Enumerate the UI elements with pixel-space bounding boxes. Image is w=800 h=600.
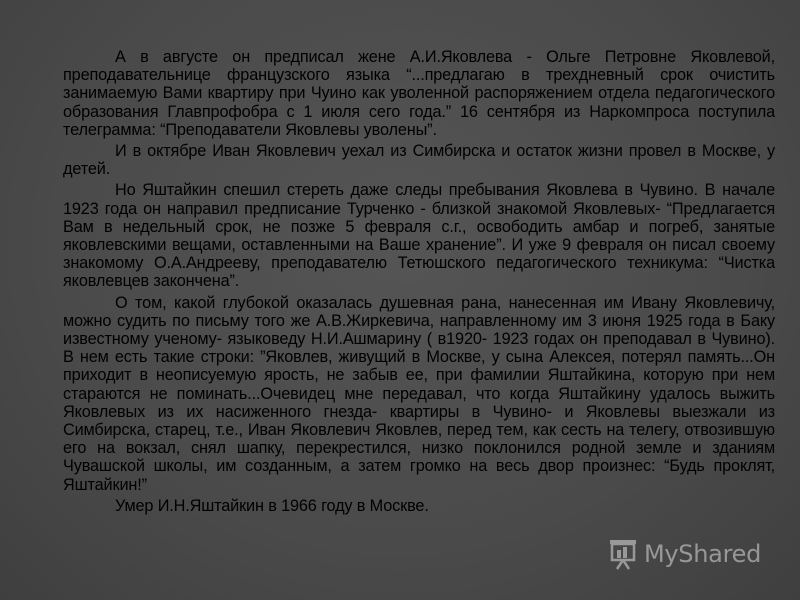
slide-text (63, 48, 775, 518)
paragraph-5: Умер И.Н.Яштайкин в 1966 году в Москве. (115, 496, 429, 515)
watermark-text: MyShared (644, 540, 762, 568)
paragraph-4: О том, какой глубокой оказалась душевная рана, нанесенная им Ивану Яковлевичу, можно судить по письму того же А.В.Жиркевича, направленному им 3 июня 1925 года в Баку известному ученому- языковеду Н.И.Ашмарину ( в1920- 1923 годах он преподавал в Чувино). В нем есть такие строки: ”Яковлев, живущий в Москве, у сына Алексея, потерял память...Он приходит в неописуемую ярость, не забыв ее, при фамилии Яштайкина, которую при нем стараются не поминать...Очевидец мне передавал, что когда Яштайкину удалось выжить Яковлевых из их насиженного гнезда- квартиры в Чувино- и Яковлевы выезжали из Симбирска, старец, т.е., Иван Яковлевич Яковлев, перед тем, как сесть на телегу, отвозившую его на вокзал, снял шапку, перекрестился, низко поклонился родной земле и зданиям Чувашской школы, им созданным, а затем громко на весь двор произнес: “Будь проклят, Яштайкин!” (63, 293, 775, 494)
myshared-watermark (608, 537, 761, 571)
myshared-logo-icon (608, 537, 638, 571)
paragraph-3: Но Яштайкин спешил стереть даже следы пребывания Яковлева в Чувино. В начале 1923 года он направил предписание Турченко - близкой знакомой Яковлевых- “Предлагается Вам в недельный срок, не позже 5 февраля с.г., освободить амбар и погреб, занятые яковлевскими вещами, оставленными на Ваше хранение”. И уже 9 февраля он писал своему знакомому О.А.Андрееву, преподавателю Тетюшского педагогического техникума: “Чистка яковлевцев закончена”. (63, 181, 775, 291)
paragraph-2: И в октябре Иван Яковлевич уехал из Симбирска и остаток жизни провел в Москве, у детей. (63, 142, 775, 179)
paragraph-1: А в августе он предписал жене А.И.Яковлева - Ольге Петровне Яковлевой, преподавательнице французского языка “...предлагаю в трехдневный срок очистить занимаемую Вами квартиру при Чуино как уволенной распоряжением отдела педагогического образования Главпрофобра с 1 июля сего года.” 16 сентября из Наркомпроса поступила телеграмма: “Преподаватели Яковлевы уволены”. (63, 48, 775, 139)
